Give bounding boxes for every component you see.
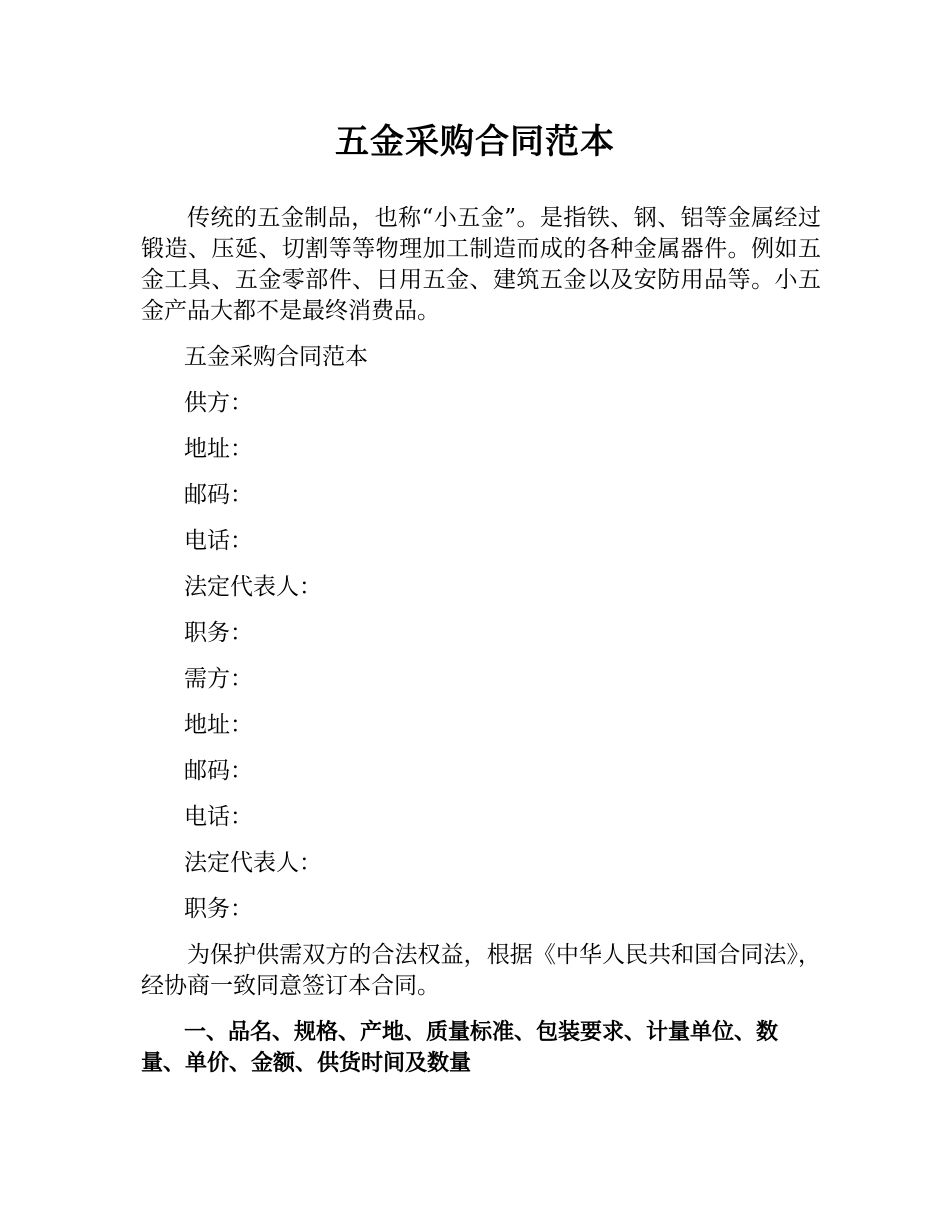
intro-paragraph: 传统的五金制品，也称“小五金”。是指铁、钢、铝等金属经过锻造、压延、切割等等物理加工制造而成的各种金属器件。例如五金工具、五金零部件、日用五金、建筑五金以及安防用品等。小五金产品大都不是最终消费品。 bbox=[141, 205, 821, 324]
section-1-heading: 一、品名、规格、产地、质量标准、包装要求、计量单位、数量、单价、金额、供货时间及数量 bbox=[141, 1020, 779, 1076]
contract-subtitle: 五金采购合同范本 bbox=[184, 344, 368, 370]
buyer-address-label: 地址： bbox=[184, 712, 253, 738]
supplier-party-label: 供方： bbox=[184, 390, 253, 416]
supplier-phone-label: 电话： bbox=[184, 528, 253, 554]
buyer-party-label: 需方： bbox=[184, 666, 253, 692]
supplier-position-label: 职务： bbox=[184, 620, 253, 646]
buyer-phone-label: 电话： bbox=[184, 804, 253, 830]
buyer-legal-rep-label: 法定代表人： bbox=[184, 850, 322, 876]
preamble-paragraph: 为保护供需双方的合法权益，根据《中华人民共和国合同法》，经协商一致同意签订本合同。 bbox=[141, 942, 821, 999]
document-title: 五金采购合同范本 bbox=[335, 122, 615, 162]
buyer-position-label: 职务： bbox=[184, 896, 253, 922]
supplier-address-label: 地址： bbox=[184, 436, 253, 462]
supplier-legal-rep-label: 法定代表人： bbox=[184, 574, 322, 600]
supplier-postcode-label: 邮码： bbox=[184, 482, 253, 508]
document-body bbox=[141, 203, 821, 1079]
buyer-postcode-label: 邮码： bbox=[184, 758, 253, 784]
